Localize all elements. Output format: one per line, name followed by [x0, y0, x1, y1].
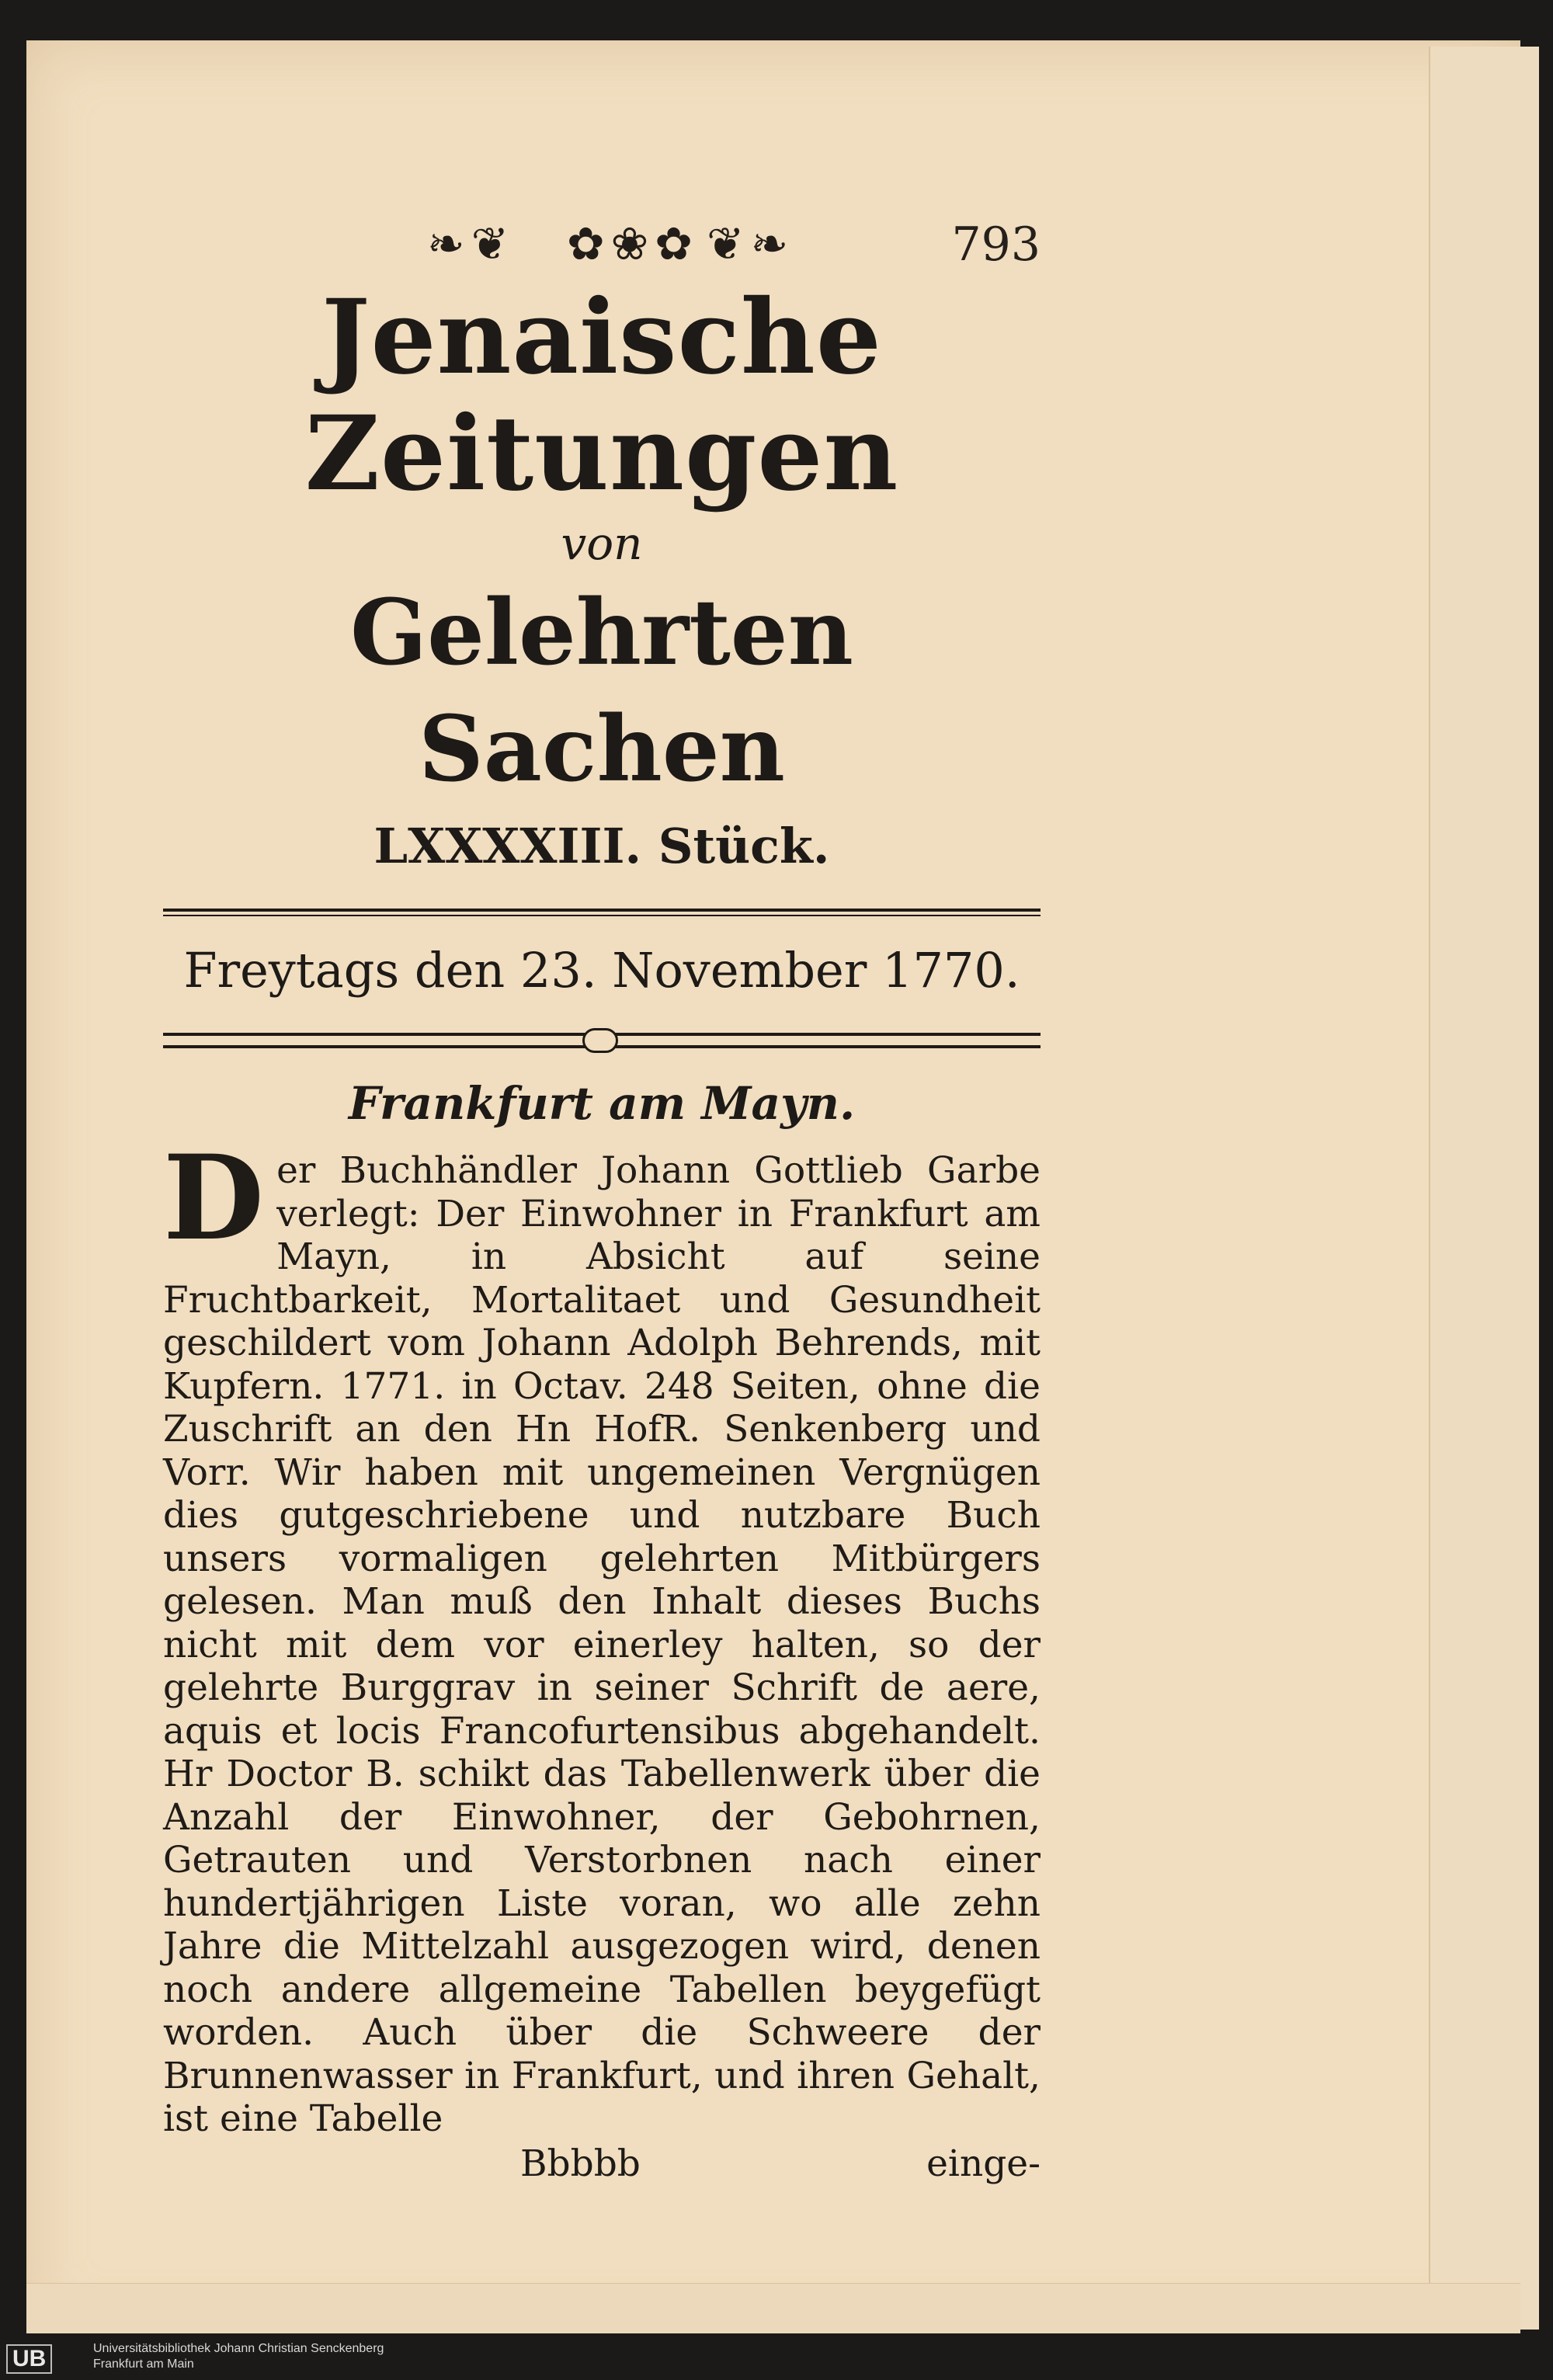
rule-knot-icon — [582, 1028, 618, 1053]
ub-logo: UB — [6, 2344, 52, 2374]
catchword: einge- — [926, 2142, 1041, 2185]
masthead-rule — [163, 909, 1041, 916]
ornament-center-icon: ✿❀✿ — [567, 217, 699, 270]
issue-number: LXXXXIII. Stück. — [373, 818, 830, 874]
ornamental-double-rule — [163, 1028, 1041, 1053]
library-footer-bar — [0, 2333, 1553, 2380]
ornament-right-icon: ❦❧ — [707, 217, 795, 270]
library-name-line2: Frankfurt am Main — [93, 2357, 194, 2371]
article-body-text: er Buchhändler Johann Gottlieb Garbe verlegt: Der Einwohner in Frankfurt am Mayn, in Absicht auf seine Fruchtbarkeit, Mortalitaet und Gesundheit geschildert vom Johann Adolph Behrends, mit Kupfern. 1771. in Octav. 248 Seiten, ohne die Zuschrift an den Hn HofR. Senkenberg und Vorr. Wir haben mit ungemeinen Vergnügen dies gutgeschriebene und nutzbare Buch unsers vormaligen gelehrten Mitbürgers gelesen. Man muß den Inhalt dieses Buchs nicht mit dem vor einerley halten, so der gelehrte Burggrav in seiner Schrift de aere, aquis et locis Francofurtensibus abgehandelt. Hr Doctor B. schikt das Tabellenwerk über die Anzahl der Einwohner, der Gebohrnen, Getrauten und Verstorbnen nach einer hundertjährigen Liste voran, wo alle zehn Jahre die Mittelzahl ausgezogen wird, denen noch andere allgemeine Tabellen beygefügt worden. Auch über die Schweere der Brunnenwasser in Frankfurt, und ihren Gehalt, ist eine Tabelle — [163, 1149, 1041, 2140]
page-number: 793 — [951, 217, 1041, 272]
header-ornaments — [163, 202, 1041, 272]
masthead-von: von — [561, 517, 643, 570]
masthead-title: Jenaische Zeitungen — [304, 277, 899, 514]
page-content — [163, 202, 1041, 2187]
page-footer — [163, 2141, 1041, 2187]
signature-mark: Bbbbb — [520, 2142, 641, 2185]
masthead-subtitle: Gelehrten Sachen — [350, 580, 853, 802]
ornament-left-icon: ❧❦ — [427, 217, 516, 270]
article-heading: Frankfurt am Mayn. — [348, 1077, 856, 1130]
drop-cap: D — [163, 1130, 265, 1266]
paper-bottom-edge — [26, 2283, 1520, 2338]
article-body — [163, 1130, 1041, 2141]
date-line: Freytags den 23. November 1770. — [183, 942, 1020, 999]
library-name — [93, 2341, 384, 2372]
library-name-line1: Universitätsbibliothek Johann Christian Senckenberg — [93, 2342, 384, 2355]
paper-edge — [1429, 47, 1539, 2330]
